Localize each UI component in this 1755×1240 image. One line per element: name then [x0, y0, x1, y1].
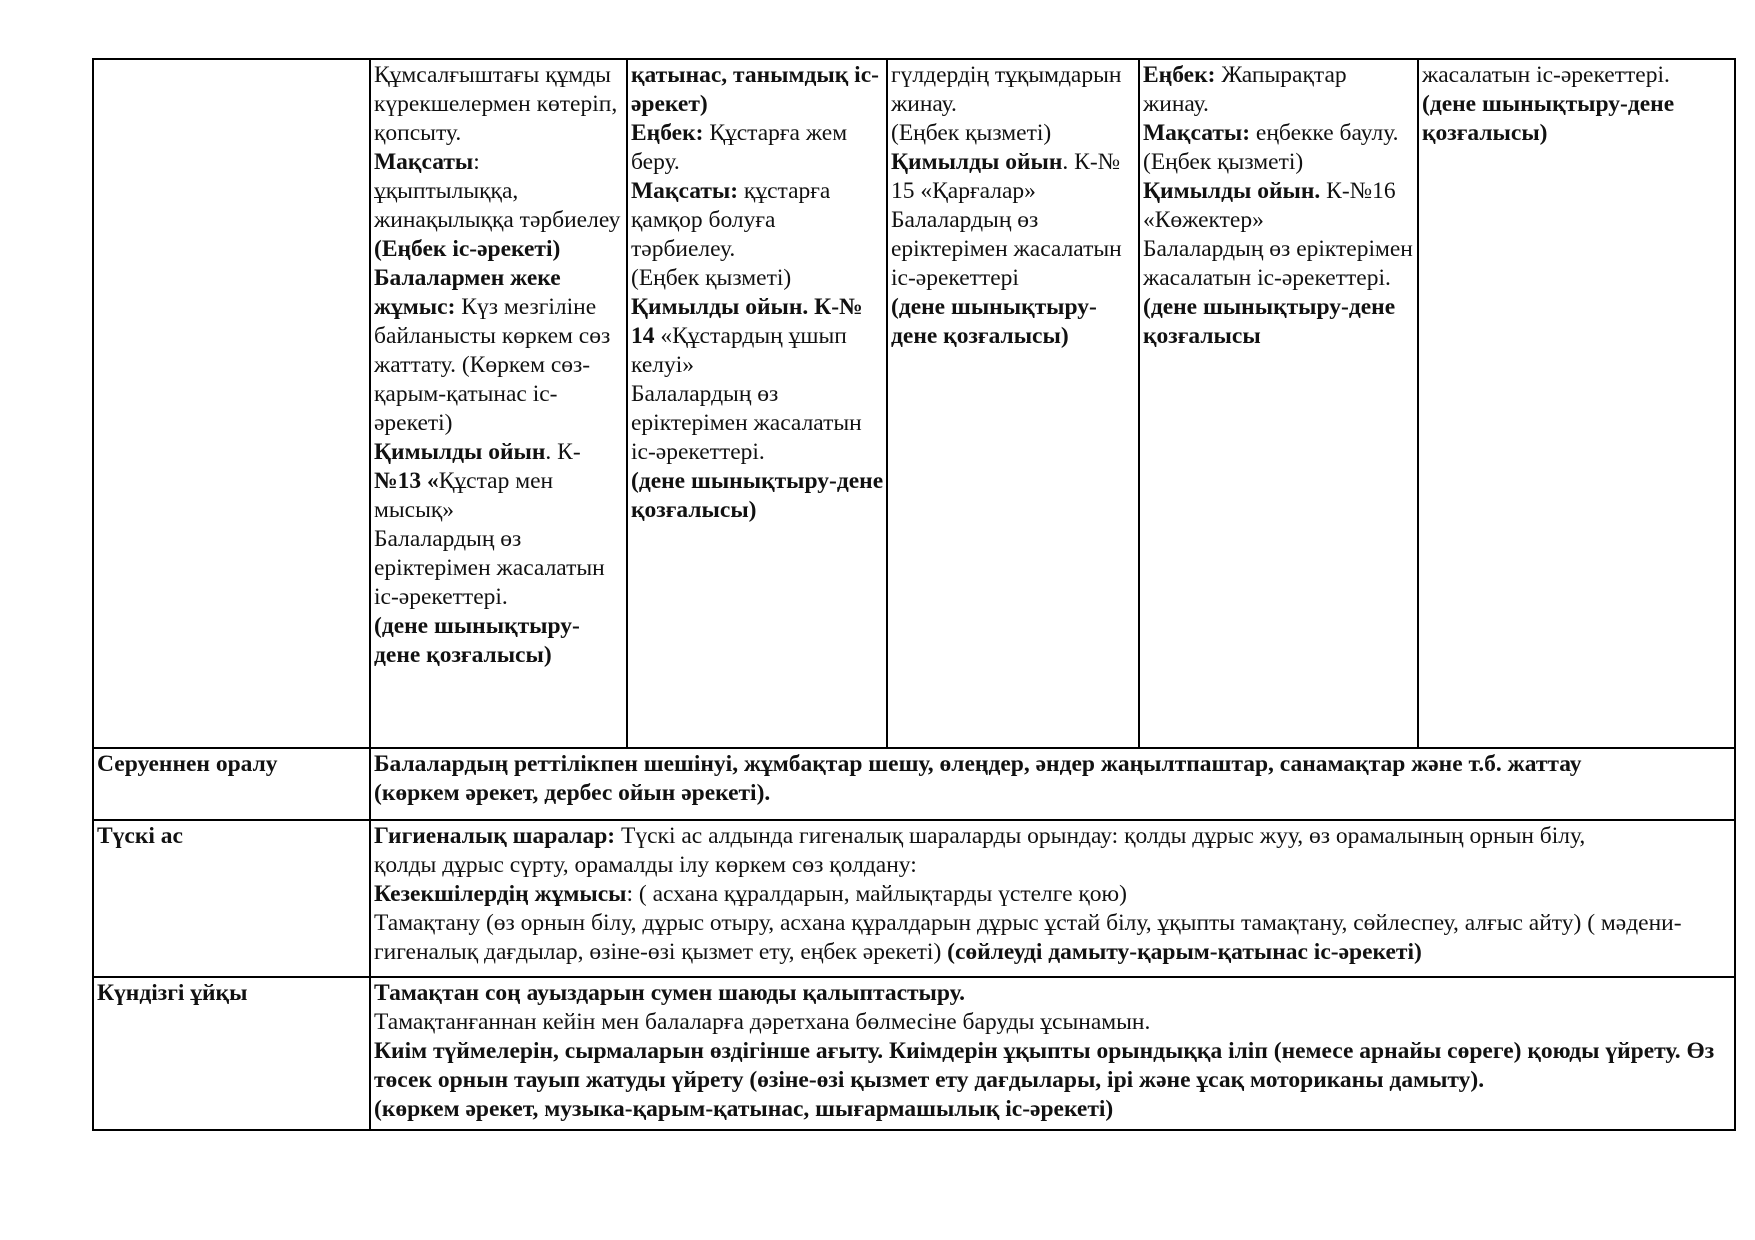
return-row-label: Серуеннен оралу — [93, 748, 370, 820]
lunch-hygiene-text-2: қолды дұрыс сүрту, орамалды ілу көркем сөз қолдану: — [374, 852, 917, 878]
walk-col-3 — [887, 59, 1139, 748]
walk-col1-individual-label: Балалармен жеке жұмыс: — [374, 265, 561, 320]
walk-col4-goal-text: еңбекке баулу. — [1250, 120, 1399, 146]
lunch-area: (сөйлеуді дамыту-қарым-қатынас іс-әрекеті) — [947, 939, 1422, 965]
walk-col1-game-number: №13 « — [374, 468, 439, 494]
return-row-line1: Балалардың реттілікпен шешінуі, жұмбақтар шешу, өлеңдер, әндер жаңылтпаштар, санамақтар және т.б. жаттау — [374, 751, 1582, 777]
schedule-table — [92, 58, 1736, 1131]
nap-row-content — [370, 977, 1735, 1130]
walk-col1-task: Құмсалғыштағы құмды күрекшелермен көтеріп, қопсыту. — [374, 62, 618, 146]
walk-col4-labor-label: Еңбек: — [1143, 62, 1216, 88]
walk-col1-goal-text: : ұқыптылыққа, жинақылыққа тәрбиелеу — [374, 149, 621, 233]
walk-col2-goal-text: құстарға қамқор болуға тәрбиелеу. — [631, 178, 831, 262]
walk-col1-game-label: Қимылды ойын — [374, 439, 546, 465]
walk-col5-area: (дене шынықтыру-дене қозғалысы) — [1422, 91, 1675, 146]
nap-line-2: Тамақтанғаннан кейін мен балаларға дәретхана бөлмесіне баруды ұсынамын. — [374, 1009, 1151, 1035]
walk-col2-labor-text: Құстарға жем беру. — [631, 120, 848, 175]
walk-col1-free-play: Балалардың өз еріктерімен жасалатын іс-әрекеттері. — [374, 526, 605, 610]
walk-col4-game-name: К-№16 «Көжектер» — [1143, 178, 1396, 233]
nap-line-1: Тамақтан соң ауыздарын сумен шаюды қалыптастыру. — [374, 980, 965, 1006]
walk-col1-game-sep: . К- — [545, 439, 581, 465]
walk-col-1 — [370, 59, 627, 748]
walk-col2-activity-type: (Еңбек қызметі) — [631, 265, 792, 291]
walk-col2-continued: қатынас, танымдық іс-әрекет) — [631, 62, 879, 117]
walk-col3-area: (дене шынықтыру-дене қозғалысы) — [891, 294, 1097, 349]
walk-col2-game-name: «Құстардың ұшып келуі» — [631, 323, 847, 378]
walk-col1-area: (дене шынықтыру-дене қозғалысы) — [374, 613, 580, 668]
walk-col2-area: (дене шынықтыру-дене қозғалысы) — [631, 468, 884, 523]
walk-col-4 — [1139, 59, 1418, 748]
walk-col1-activity-type: (Еңбек іс-әрекеті) — [374, 236, 561, 262]
return-row-content — [370, 748, 1735, 820]
lunch-hygiene-label: Гигиеналық шаралар: — [374, 823, 616, 849]
walk-col4-free-play: Балалардың өз еріктерімен жасалатын іс-әрекеттері. — [1143, 236, 1413, 291]
nap-row-label: Күндізгі ұйқы — [93, 977, 370, 1130]
walk-col4-activity-type: (Еңбек қызметі) — [1143, 149, 1304, 175]
walk-col2-game-label: Қимылды ойын. К-№ 14 — [631, 294, 863, 349]
walk-activities-row — [93, 59, 1735, 748]
lunch-eating-text: Тамақтану (өз орнын білу, дұрыс отыру, асхана құралдарын дұрыс ұстай білу, ұқыпты тамақтану, сөйлеспеу, алғыс айту) ( мәдени-гигеналық дағдылар, өзіне-өзі қызмет ету, еңбек әрекеті) — [374, 910, 1682, 965]
walk-row-label-cell — [93, 59, 370, 748]
walk-col3-task: гүлдердің тұқымдарын жинау. — [891, 62, 1122, 117]
walk-col4-labor-text: Жапырақтар жинау. — [1143, 62, 1347, 117]
walk-col3-free-play: Балалардың өз еріктерімен жасалатын іс-әрекеттері — [891, 207, 1122, 291]
return-row-line2: (көркем әрекет, дербес ойын әрекеті). — [374, 780, 771, 806]
walk-col1-goal-label: Мақсаты — [374, 149, 474, 175]
lunch-row-content — [370, 820, 1735, 977]
walk-col2-goal-label: Мақсаты: — [631, 178, 739, 204]
walk-col2-labor-label: Еңбек: — [631, 120, 704, 146]
walk-col4-goal-label: Мақсаты: — [1143, 120, 1251, 146]
walk-col3-game-name: . К-№ 15 «Қарғалар» — [891, 149, 1121, 204]
nap-line-3: Киім түймелерін, сырмаларын өздігінше ағыту. Киімдерін ұқыпты орындыққа іліп (немесе арнайы сөреге) қоюды үйрету. Өз төсек орнын тауып жатуды үйрету (өзіне-өзі қызмет ету дағдылары, ірі және ұсақ моториканы дамыту). — [374, 1038, 1715, 1093]
lunch-row-label: Түскі ас — [93, 820, 370, 977]
walk-col1-game-name: Құстар мен мысық» — [374, 468, 554, 523]
lunch-row — [93, 820, 1735, 977]
walk-col-2 — [627, 59, 887, 748]
lunch-hygiene-text: Түскі ас алдында гигеналық шараларды орындау: қолды дұрыс жуу, өз орамалының орнын білу, — [615, 823, 1586, 849]
walk-col-5 — [1418, 59, 1735, 748]
walk-col1-individual-text: Күз мезгіліне байланысты көркем сөз жаттату. (Көркем сөз-қарым-қатынас іс-әрекеті) — [374, 294, 611, 436]
walk-col2-free-play: Балалардың өз еріктерімен жасалатын іс-әрекеттері. — [631, 381, 862, 465]
nap-row — [93, 977, 1735, 1130]
nap-line-4: (көркем әрекет, музыка-қарым-қатынас, шығармашылық іс-әрекеті) — [374, 1096, 1114, 1122]
walk-col5-free-play: жасалатын іс-әрекеттері. — [1422, 62, 1670, 88]
lunch-duty-label: Кезекшілердің жұмысы — [374, 881, 627, 907]
lunch-duty-text: : ( асхана құралдарын, майлықтарды үстелге қою) — [626, 881, 1127, 907]
return-from-walk-row — [93, 748, 1735, 820]
walk-col3-game-label: Қимылды ойын — [891, 149, 1063, 175]
walk-col4-game-label: Қимылды ойын. — [1143, 178, 1321, 204]
walk-col3-activity-type: (Еңбек қызметі) — [891, 120, 1052, 146]
walk-col4-area: (дене шынықтыру-дене қозғалысы — [1143, 294, 1396, 349]
